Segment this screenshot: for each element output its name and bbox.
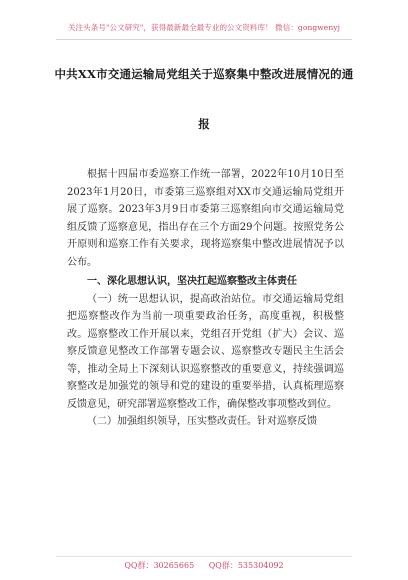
section-heading: 一、深化思想认识，坚决扛起巡察整改主体责任 [87, 276, 297, 287]
footer-bar [0, 560, 408, 571]
footer-divider [56, 556, 352, 557]
document-title: 中共XX市交通运输局党组关于巡察集中整改进展情况的通 [54, 67, 354, 81]
header-divider [56, 39, 352, 40]
qq-group-2: QQ群：535304092 [208, 561, 284, 570]
paragraph-one: （一）统一思想认识，提高政治站位。市交通运输局党组把巡察整改作为当前一项重要政治任务，高度重视，积极整改。巡察整改工作开展以来，党组召开党组（扩大）会议、巡察反馈意见整改工作部署专题会议、巡察整改专题民主生活会等，推动全局上下深刻认识巡察整改的重要意义，持续强调巡察整改是加强党的领导和党的建设的重要举措，认真梳理巡察反馈意见，研究部署巡察整改工作，确保整改事项整改到位。 [67, 293, 344, 410]
qq-group-1: QQ群：30265665 [124, 561, 195, 570]
document-title-continued: 报 [198, 117, 210, 131]
intro-paragraph: 根据十四届市委巡察工作统一部署，2022年10月10日至2023年1月20日，市委第三巡察组对XX市交通运输局党组开展了巡察。2023年3月9日市委第三巡察组向市交通运输局党组反馈了巡察意见，指出存在三个方面29个问题。按照党务公开原则和巡察工作有关要求，现将巡察集中整改进展情况予以公布。 [67, 169, 344, 268]
document-body [67, 166, 344, 431]
paragraph-two: （二）加强组织领导，压实整改责任。针对巡察反馈 [87, 416, 317, 427]
header-banner: 关注头条号"公文研究"，获得最新最全最专业的公文资料库！ 微信：gongwenyj [67, 23, 341, 32]
